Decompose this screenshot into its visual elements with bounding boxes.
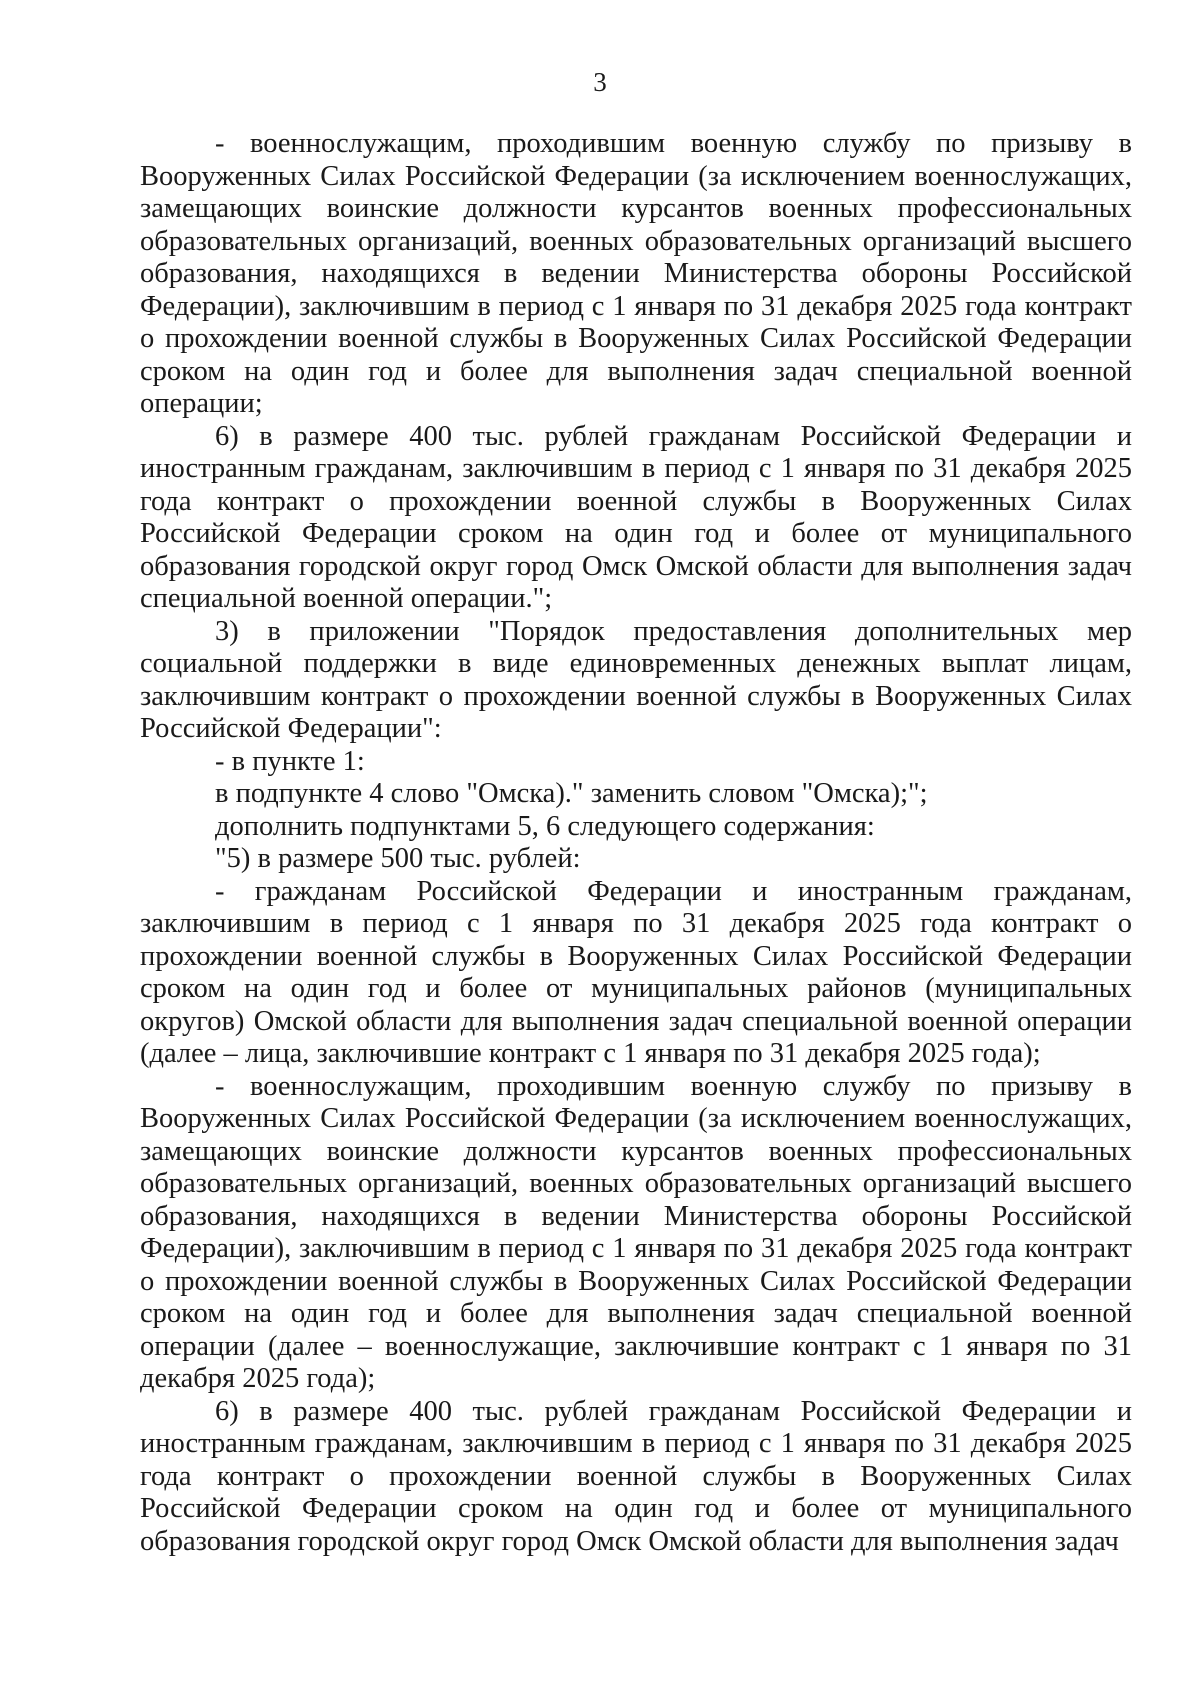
paragraph-citizens-bullet: - гражданам Российской Федерации и иностранным гражданам, заключившим в период с 1 января по 31 декабря 2025 года контракт о прохождении военной службы в Вооруженных Силах Российской Федерации сроком на один год и более от муниципальных районов (муниципальных округов) Омской области для выполнения задач специальной военной операции (далее – лица, заключившие контракт с 1 января по 31 декабря 2025 года); (140, 875, 1132, 1069)
paragraph-subpoint-4: в подпункте 4 слово "Омска)." заменить словом "Омска);"; (215, 778, 928, 809)
paragraph-conscripts-bullet: - военнослужащим, проходившим военную службу по призыву в Вооруженных Силах Российской Федерации (за исключением военнослужащих, замещающих воинские должности курсантов военных профессиональных образовательных организаций, военных образовательных организаций высшего образования, находящихся в ведении Министерства обороны Российской Федерации), заключившим в период с 1 января по 31 декабря 2025 года контракт о прохождении военной службы в Вооруженных Силах Российской Федерации сроком на один год и более для выполнения задач специальной военной операции; (140, 128, 1132, 419)
paragraph-servicemen-bullet: - военнослужащим, проходившим военную службу по призыву в Вооруженных Силах Российской Федерации (за исключением военнослужащих, замещающих воинские должности курсантов военных профессиональных образовательных организаций, военных образовательных организаций высшего образования, находящихся в ведении Министерства обороны Российской Федерации), заключившим в период с 1 января по 31 декабря 2025 года контракт о прохождении военной службы в Вооруженных Силах Российской Федерации сроком на один год и более для выполнения задач специальной военной операции (далее – военнослужащие, заключившие контракт с 1 января по 31 декабря 2025 года); (140, 1070, 1132, 1394)
paragraph-subpoint-5-amount: "5) в размере 500 тыс. рублей: (215, 843, 581, 874)
paragraph-item-6-omsk: 6) в размере 400 тыс. рублей гражданам Российской Федерации и иностранным гражданам, заключившим в период с 1 января по 31 декабря 2025 года контракт о прохождении военной службы в Вооруженных Силах Российской Федерации сроком на один год и более от муниципального образования городской округ город Омск Омской области для выполнения задач специальной военной операции."; (140, 420, 1132, 614)
paragraph-subpoint-6-amount: 6) в размере 400 тыс. рублей гражданам Российской Федерации и иностранным гражданам, заключившим в период с 1 января по 31 декабря 2025 года контракт о прохождении военной службы в Вооруженных Силах Российской Федерации сроком на один год и более от муниципального образования городской округ город Омск Омской области для выполнения задач (140, 1395, 1132, 1557)
document-body (140, 128, 1132, 1558)
paragraph-point-1: - в пункте 1: (215, 745, 365, 777)
paragraph-item-3-appendix: 3) в приложении "Порядок предоставления дополнительных мер социальной поддержки в виде единовременных денежных выплат лицам, заключившим контракт о прохождении военной службы в Вооруженных Силах Российской Федерации": (140, 615, 1132, 744)
paragraph-add-subpoints: дополнить подпунктами 5, 6 следующего содержания: (215, 810, 875, 842)
page-number: 3 (593, 67, 607, 97)
